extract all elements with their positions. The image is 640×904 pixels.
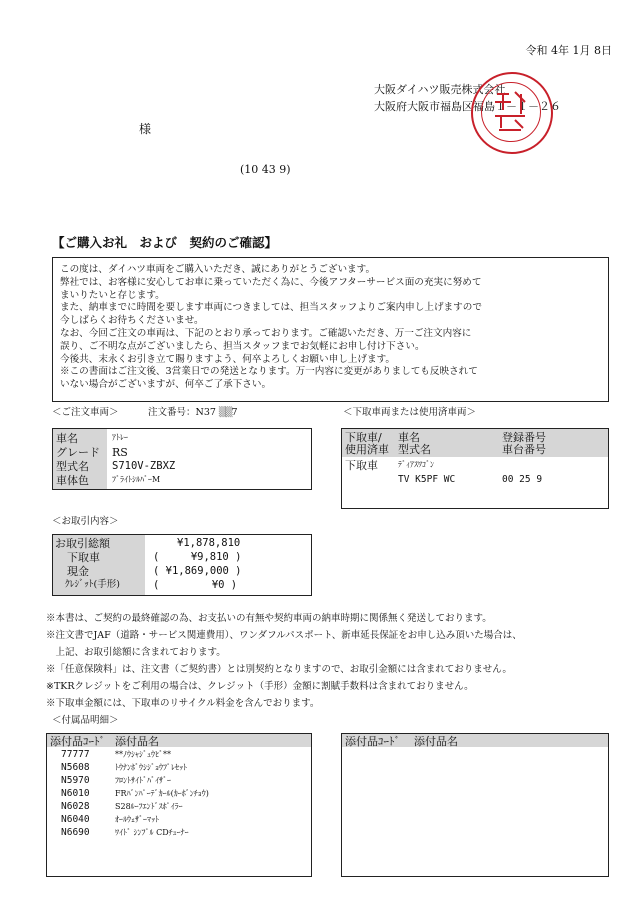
item-code: N6690	[61, 827, 90, 838]
accessories-table-left	[46, 733, 312, 877]
header-cell: 車台番号	[502, 443, 546, 456]
reference-number: (10 43 9)	[240, 163, 291, 176]
notice-line: なお、今回ご注文の車両は、下記のとおり承っております。ご確認いただき、万一ご注文内容に	[60, 327, 472, 339]
order-number-label: 注文番号：N37	[148, 407, 219, 418]
note-line: ※下取車金額には、下取車のリサイクル料金を含んでおります。	[46, 698, 320, 709]
header-cell: 車名	[398, 431, 420, 444]
row-value: ( ¥9,810 )	[153, 551, 242, 563]
header-cell: 使用済車	[345, 443, 389, 456]
item-name: ﾜｲﾄﾞ ｼﾝﾌﾟﾙ CDﾁｭｰﾅｰ	[115, 828, 189, 837]
trade-in-type: 下取車	[345, 459, 378, 472]
item-name: S28ﾙｰﾌｴﾝﾄﾞｽﾎﾟｲﾗｰ	[115, 802, 183, 811]
trade-in-label: ＜下取車両または使用済車両＞	[343, 407, 477, 418]
header-cell: 下取車/	[345, 431, 382, 444]
transaction-label: ＜お取引内容＞	[52, 516, 119, 527]
row-value: S710V-ZBXZ	[112, 460, 176, 472]
notice-line: ※この書面はご注文後、3営業日での発送となります。万一内容に変更がありましても反映されて	[60, 366, 478, 378]
table-row	[53, 461, 311, 475]
table-row	[53, 433, 311, 447]
order-number	[148, 408, 238, 418]
item-name: **ﾉｳｼｬｼﾞｭｳﾋﾞ**	[115, 750, 171, 759]
note-line: 上記、お取引総額に含まれております。	[46, 647, 226, 658]
transaction-table	[52, 534, 312, 596]
customer-suffix: 様	[139, 122, 152, 136]
row-label: ｸﾚｼﾞｯﾄ(手形)	[65, 579, 120, 590]
trade-in-model: TV K5PF WC	[398, 474, 456, 485]
order-vehicle-table	[52, 428, 312, 490]
notes-list	[46, 614, 522, 716]
item-code: N6040	[61, 814, 90, 825]
notice-line: まいりたいと存じます。	[60, 289, 165, 301]
item-code: N5608	[61, 762, 90, 773]
item-name: ﾄｳﾅﾝﾎﾞｳｼｼﾞｮｳﾌﾟﾚｾｯﾄ	[115, 763, 187, 772]
row-value: ¥1,878,810	[177, 537, 241, 549]
item-code: N6010	[61, 788, 90, 799]
header-cell: 型式名	[398, 443, 431, 456]
header-cell: 登録番号	[502, 431, 546, 444]
table-row	[53, 475, 311, 489]
item-name: ｵｰﾙｳｪｻﾞｰﾏｯﾄ	[115, 815, 159, 824]
header-cell: 添付品名	[115, 735, 159, 748]
notice-line: 弊社では、お客様に安心してお車に乗っていただく為に、今後アフターサービス面の充実に努めて	[60, 276, 482, 288]
header-cell: 添付品ｺｰﾄﾞ	[345, 735, 400, 748]
row-value: ( ¥0 )	[153, 579, 238, 591]
notice-line: 今しばらくお待ちくださいませ。	[60, 315, 204, 327]
row-label: 型式名	[56, 460, 89, 473]
header-cell: 添付品ｺｰﾄﾞ	[50, 735, 105, 748]
item-code: 77777	[61, 749, 90, 760]
item-name: FRﾊﾞﾝﾊﾟｰﾃﾞｶｰﾙ(ｶｰﾎﾞﾝﾁｮｳ)	[115, 789, 209, 798]
item-code: N5970	[61, 775, 90, 786]
trade-in-reg-number: 00 25 9	[502, 474, 543, 485]
row-label: 下取車	[67, 551, 100, 564]
row-label: 現金	[67, 565, 89, 578]
company-seal-icon	[471, 72, 553, 154]
note-line: ※TKRクレジットをご利用の場合は、クレジット（手形）金額に割賦手数料は含まれておりません。	[46, 681, 474, 692]
accessories-label: ＜付属品明細＞	[52, 715, 119, 726]
order-vehicle-label: ＜ご注文車両＞	[52, 407, 119, 418]
trade-in-name: ﾃﾞｨｱｽﾜｺﾞﾝ	[398, 460, 434, 469]
row-label: グレード	[56, 446, 100, 459]
greeting-notice	[52, 257, 609, 402]
notice-line: 誤り、ご不明な点がございましたら、担当スタッフまでお気軽にお申し付け下さい。	[60, 340, 425, 352]
notice-line: この度は、ダイハツ車両をご購入いただき、誠にありがとうございます。	[60, 264, 376, 275]
notice-line: いない場合がございますが、何卒ご了承下さい。	[60, 379, 272, 391]
row-label: 車名	[56, 432, 78, 445]
page-heading: 【ご購入お礼 および 契約のご確認】	[52, 235, 278, 250]
item-code: N6028	[61, 801, 90, 812]
note-line: ※本書は、ご契約の最終確認の為、お支払いの有無や契約車両の納車時期に関係無く発送しております。	[46, 613, 492, 624]
issue-date: 令和 4年 1月 8日	[525, 44, 612, 57]
order-number-tail: 7	[231, 407, 238, 418]
table-row	[53, 447, 311, 461]
row-value: ｱﾄﾚｰ	[112, 433, 128, 442]
item-name: ﾌﾛﾝﾄｻｲﾄﾞﾊﾞｲｻﾞｰ	[115, 776, 171, 785]
dealer-address: 大阪府大阪市福島区福島１－１－２６	[374, 100, 561, 113]
trade-in-table	[341, 428, 609, 509]
notice-line: また、納車までに時間を要します車両につきましては、担当スタッフよりご案内申し上げますので	[60, 302, 482, 314]
row-value: ﾌﾞﾗｲﾄｼﾙﾊﾞｰM	[112, 475, 161, 484]
row-label: 車体色	[56, 474, 89, 487]
row-value: RS	[112, 446, 128, 459]
header-cell: 添付品名	[414, 735, 458, 748]
row-value: ( ¥1,869,000 )	[153, 565, 242, 577]
row-label: お取引総額	[55, 537, 110, 550]
list-item	[47, 828, 311, 841]
note-line: ※注文書でJAF（道路・サービス関連費用）、ワンダフルパスポート、新車延長保証をお申し込み頂いた場合は、	[46, 630, 522, 641]
dealer-name: 大阪ダイハツ販売株式会社	[374, 83, 506, 96]
accessories-table-right	[341, 733, 609, 877]
order-number-redacted: ▒▒	[218, 407, 232, 418]
note-line: ※「任意保険料」は、注文書（ご契約書）とは別契約となりますので、お取引金額には含まれておりません。	[46, 664, 512, 675]
notice-line: 今後共、末永くお引き立て賜りますよう、何卒よろしくお願い申し上げます。	[60, 353, 396, 365]
